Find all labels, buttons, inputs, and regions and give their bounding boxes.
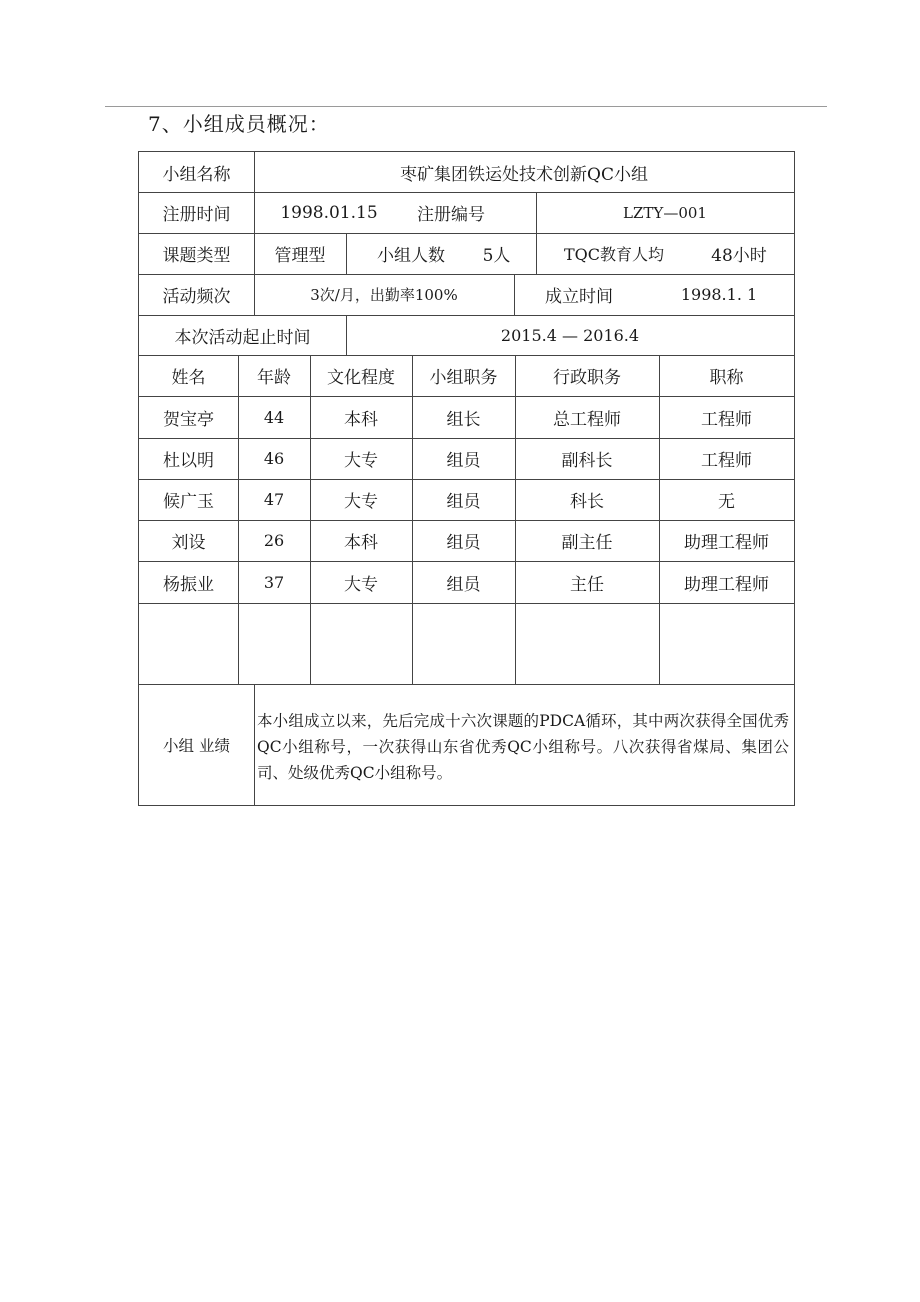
- tqc-value: 48小时: [711, 246, 767, 266]
- member-title: 助理工程师: [684, 574, 769, 595]
- member-count-label: 小组人数: [377, 246, 445, 266]
- member-group-role: 组长: [446, 409, 481, 430]
- member-name: 候广玉: [163, 492, 214, 512]
- period-label: 本次活动起止时间: [174, 327, 311, 348]
- member-education: 大专: [344, 574, 378, 595]
- member-name: 杜以明: [163, 451, 214, 471]
- col-divider: [254, 684, 255, 805]
- reg-time-label: 注册时间: [162, 205, 231, 225]
- member-group-role: 组员: [446, 492, 481, 512]
- col-header-education: 文化程度: [327, 368, 395, 388]
- col-header-group-role: 小组职务: [429, 368, 498, 388]
- member-education: 本科: [344, 533, 378, 553]
- member-admin-role: 副主任: [561, 533, 613, 553]
- member-admin-role: 科长: [570, 492, 604, 512]
- member-group-role: 组员: [446, 574, 481, 595]
- member-name: 刘设: [171, 533, 206, 553]
- founded-value: 1998.1. 1: [680, 285, 758, 304]
- member-age: 46: [263, 449, 285, 468]
- member-group-role: 组员: [446, 451, 481, 471]
- section-heading: 7、小组成员概况：: [148, 112, 330, 136]
- member-age: 44: [263, 407, 285, 427]
- member-admin-role: 副科长: [561, 451, 613, 471]
- reg-time-value: 1998.01.15: [280, 202, 378, 223]
- col-header-age: 年龄: [257, 368, 291, 388]
- member-count-value: 5人: [482, 246, 511, 266]
- member-title: 工程师: [701, 409, 752, 430]
- member-admin-role: 主任: [570, 574, 604, 595]
- member-age: 37: [263, 572, 285, 592]
- col-divider: [514, 274, 515, 315]
- col-header-name: 姓名: [171, 368, 206, 388]
- achievements-text: 本小组成立以来，先后完成十六次课题的PDCA循环，其中两次获得全国优秀QC小组称号，一次获得山东省优秀QC小组称号。八次获得省煤局、集团公司、处级优秀QC小组称号。: [257, 712, 789, 782]
- col-header-title: 职称: [709, 368, 744, 388]
- topic-type-label: 课题类型: [162, 246, 231, 266]
- member-education: 本科: [344, 409, 378, 430]
- member-title: 助理工程师: [684, 533, 769, 553]
- member-admin-role: 总工程师: [553, 409, 621, 430]
- group-name-label: 小组名称: [162, 164, 231, 185]
- col-header-admin-role: 行政职务: [553, 368, 621, 388]
- member-name: 贺宝亭: [163, 409, 214, 430]
- col-divider: [536, 233, 537, 274]
- member-title: 无: [718, 492, 735, 512]
- reg-no-label: 注册编号: [417, 205, 485, 225]
- reg-no-value: LZTY—001: [623, 203, 707, 222]
- member-education: 大专: [344, 451, 378, 471]
- member-name: 杨振业: [163, 574, 214, 595]
- header-rule: [105, 106, 827, 107]
- member-title: 工程师: [701, 451, 752, 471]
- period-value: 2015.4 — 2016.4: [500, 325, 640, 345]
- member-group-role: 组员: [446, 533, 481, 553]
- frequency-label: 活动频次: [162, 287, 231, 307]
- frequency-value: 3次/月，出勤率100%: [310, 286, 458, 304]
- achievements-label: 小组 业绩: [163, 736, 230, 755]
- member-age: 26: [263, 531, 285, 550]
- tqc-label: TQC教育人均: [563, 245, 665, 264]
- col-divider: [346, 233, 347, 274]
- founded-label: 成立时间: [545, 287, 613, 307]
- member-age: 47: [263, 490, 285, 509]
- group-name-value: 枣矿集团铁运处技术创新QC小组: [400, 164, 648, 185]
- member-education: 大专: [344, 492, 378, 512]
- topic-type-value: 管理型: [274, 246, 326, 266]
